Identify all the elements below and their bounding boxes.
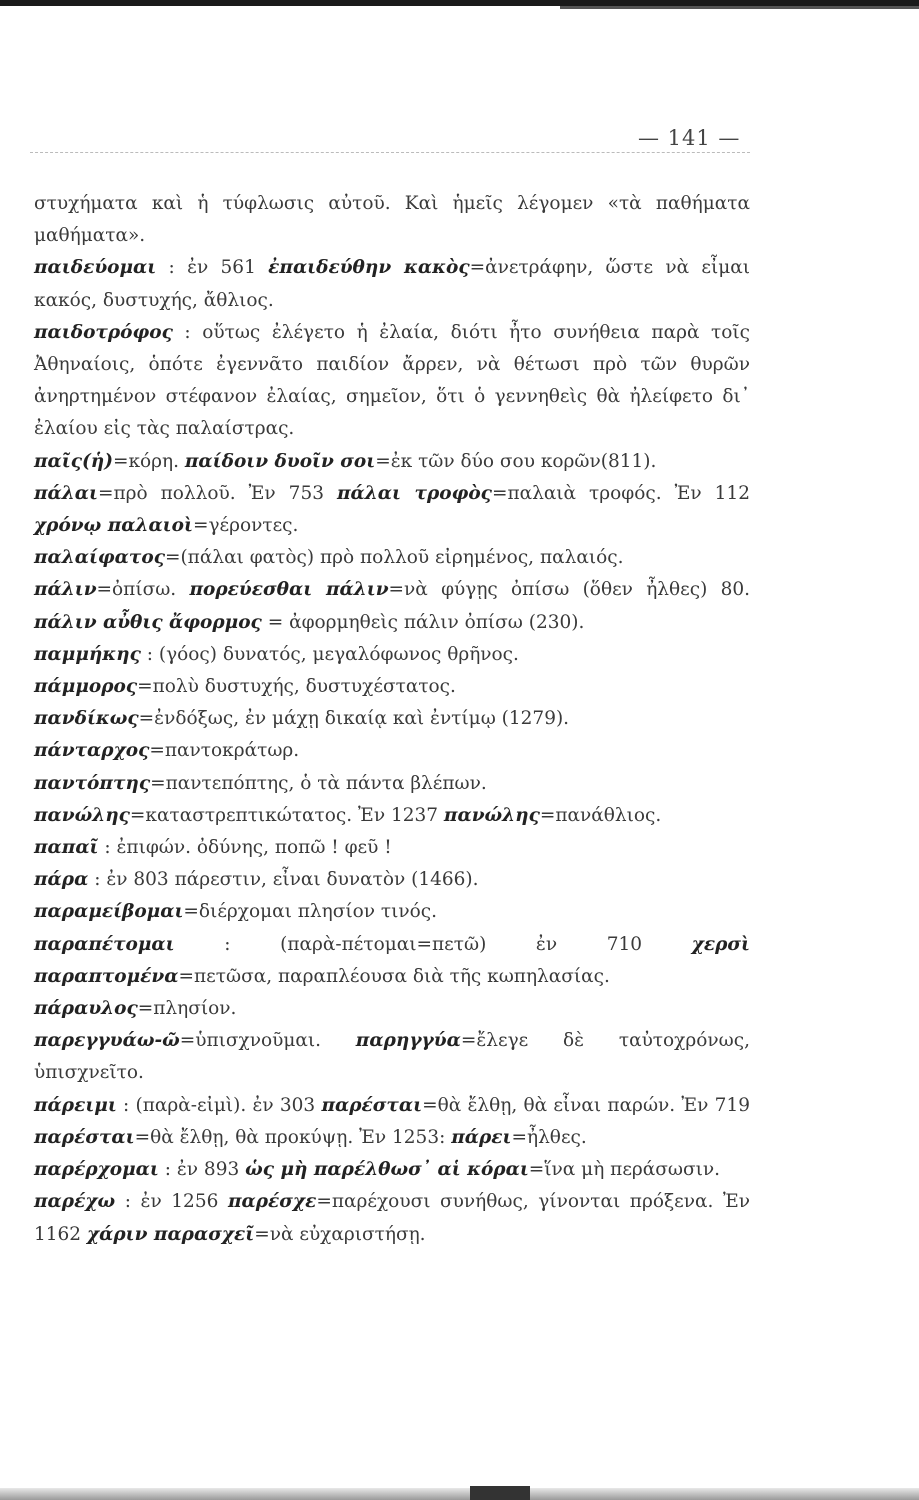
headword: παρέσται (321, 1094, 423, 1116)
glossary-entry (34, 446, 750, 478)
entry-text: =καταστρεπτικώτατος. Ἐν 1237 (129, 804, 444, 826)
headword: χρόνῳ παλαιοὶ (34, 515, 193, 537)
entry-text: =παλαιὰ τροφός. Ἐν 112 (491, 482, 750, 504)
glossary-entry (34, 1186, 750, 1250)
glossary-entry (34, 1154, 750, 1186)
glossary-entry (34, 864, 750, 896)
entry-text: =πολὺ δυστυχής, δυστυχέστατος. (137, 676, 456, 698)
glossary-entry (34, 832, 750, 864)
entry-text: =πλησίον. (137, 998, 237, 1020)
headword: ὡς μὴ παρέλθωσ᾽ αἱ κόραι (245, 1159, 529, 1181)
page-number: — 141 — (638, 126, 741, 150)
headword: παρέρχομαι (34, 1159, 159, 1181)
headword: παντόπτης (34, 772, 151, 794)
entry-text: =νὰ φύγῃς ὀπίσω (ὅθεν ἦλθες) 80. (388, 579, 750, 601)
headword: παλαίφατος (34, 547, 165, 569)
headword: πάρειμι (34, 1094, 117, 1116)
headword: παραμείβομαι (34, 901, 184, 923)
glossary-entry (34, 735, 750, 767)
glossary-entries (34, 188, 750, 1251)
entry-text: =ἐνδόξως, ἐν μάχῃ δικαίᾳ καὶ ἐντίμῳ (1279). (138, 708, 570, 730)
entry-text: =πανάθλιος. (539, 804, 662, 826)
entry-text: =θὰ ἔλθῃ, θὰ εἶναι παρών. Ἐν 719 (422, 1094, 750, 1116)
headword: πάνταρχος (34, 740, 150, 762)
headword: πάρει (451, 1126, 512, 1148)
headword: χερσὶ παραπτομένα (34, 933, 750, 987)
entry-text: =διέρχομαι πλησίον τινός. (183, 901, 438, 923)
headword: πάμμορος (34, 676, 138, 698)
entry-text: =πετῶσα, παραπλέουσα διὰ τῆς κωπηλασίας. (178, 965, 610, 987)
headword: παρηγγύα (355, 1030, 461, 1052)
headword: παιδοτρόφος (34, 321, 173, 343)
headword: παμμήκης (34, 643, 141, 665)
headword: παρέσχε (227, 1191, 317, 1213)
entry-text: =ἦλθες. (511, 1126, 587, 1148)
glossary-entry (34, 671, 750, 703)
entry-text: στυχήματα καὶ ἡ τύφλωσις αὐτοῦ. Καὶ ἡμεῖς λέγομεν «τὰ παθήματα μαθήματα». (34, 193, 750, 247)
headword: παῖς(ἡ) (34, 450, 113, 472)
headword: παπαῖ (34, 837, 99, 859)
glossary-entry (34, 800, 750, 832)
headword: πανώλης (443, 804, 540, 826)
entry-text: =ἵνα μὴ περάσωσιν. (528, 1159, 720, 1181)
headword: παραπέτομαι (34, 933, 175, 955)
glossary-entry (34, 993, 750, 1025)
entry-text: : (παρὰ-πέτομαι=πετῶ) ἐν 710 (174, 933, 692, 955)
scan-bottom-mark (470, 1486, 530, 1500)
headword: χάριν παρασχεῖ (86, 1223, 255, 1245)
glossary-entry (34, 317, 750, 446)
entry-text: : ἐν 893 (158, 1159, 246, 1181)
glossary-entry (34, 478, 750, 542)
headword: παιδεύομαι (34, 257, 157, 279)
entry-text: =παντεπόπτης, ὁ τὰ πάντα βλέπων. (150, 772, 487, 794)
glossary-entry (34, 542, 750, 574)
headword: πάλαι (34, 482, 98, 504)
entry-text: = ἀφορμηθεὶς πάλιν ὀπίσω (230). (261, 611, 585, 633)
headword: πάρα (34, 869, 89, 891)
glossary-entry (34, 252, 750, 316)
headword: πανώλης (34, 804, 130, 826)
headword: ἐπαιδεύθην κακὸς (268, 257, 470, 279)
entry-text: =(πάλαι φατὸς) πρὸ πολλοῦ εἰρημένος, παλαιός. (164, 547, 624, 569)
entry-text: =κόρη. (112, 450, 185, 472)
entry-text: : ἐπιφών. ὀδύνης, ποπῶ ! φεῦ ! (98, 837, 392, 859)
entry-text: =ὀπίσω. (96, 579, 190, 601)
glossary-entry (34, 768, 750, 800)
glossary-entry (34, 639, 750, 671)
headword: παρέχω (34, 1191, 116, 1213)
entry-text: =ὑπισχνοῦμαι. (179, 1030, 356, 1052)
headword: πάραυλος (34, 998, 138, 1020)
glossary-entry (34, 1090, 750, 1154)
headword: πάλαι τροφὸς (337, 482, 492, 504)
headword: πορεύεσθαι πάλιν (189, 579, 389, 601)
headword: πάλιν αὖθις ἄφορμος (34, 611, 262, 633)
headword: πανδίκως (34, 708, 139, 730)
entry-text: : ἐν 561 (156, 257, 269, 279)
entry-text: : (γόος) δυνατός, μεγαλόφωνος θρῆνος. (140, 643, 519, 665)
entry-text: : ἐν 1256 (115, 1191, 228, 1213)
entry-text: =θὰ ἔλθῃ, θὰ προκύψῃ. Ἐν 1253: (134, 1126, 452, 1148)
glossary-entry (34, 896, 750, 928)
entry-text: =ἐκ τῶν δύο σου κορῶν(811). (375, 450, 657, 472)
entry-text: =πρὸ πολλοῦ. Ἐν 753 (97, 482, 337, 504)
scan-bottom-border (0, 1488, 919, 1500)
entry-text: : (παρὰ-εἰμὶ). ἐν 303 (116, 1094, 322, 1116)
header-rule (30, 152, 750, 154)
entry-text: =παντοκράτωρ. (149, 740, 300, 762)
entry-text: : οὕτως ἐλέγετο ἡ ἐλαία, διότι ἦτο συνήθεια παρὰ τοῖς Ἀθηναίοις, ὁπότε ἐγεννᾶτο παιδίον ἄρρεν, νὰ θέτωσι πρὸ τῶν θυρῶν ἀνηρτημένον στέφανον ἐλαίας, σημεῖον, ὅτι ὁ γεννηθεὶς θὰ ἠλείφετο δι᾽ ἐλαίου εἰς τὰς παλαίστρας. (34, 321, 750, 440)
entry-text: =νὰ εὐχαριστήσῃ. (254, 1223, 426, 1245)
entry-text: =ἔλεγε δὲ ταὐτοχρόνως, ὑπισχνεῖτο. (34, 1030, 750, 1084)
entry-text: =γέροντες. (192, 515, 299, 537)
glossary-entry (34, 929, 750, 993)
scan-top-border-shadow (560, 6, 919, 9)
headword: παρεγγυάω-ῶ (34, 1030, 180, 1052)
glossary-entry (34, 1025, 750, 1089)
glossary-entry (34, 703, 750, 735)
entry-text: =παρέχουσι συνήθως, γίνονται πρόξενα. Ἐν 1162 (34, 1191, 750, 1245)
entry-text: : ἐν 803 πάρεστιν, εἶναι δυνατὸν (1466). (88, 869, 479, 891)
headword: πάλιν (34, 579, 97, 601)
headword: παίδοιν δυοῖν σοι (184, 450, 376, 472)
glossary-entry (34, 188, 750, 252)
glossary-entry (34, 574, 750, 638)
headword: παρέσται (34, 1126, 135, 1148)
entry-text: =ἀνετράφην, ὥστε νὰ εἶμαι κακός, δυστυχής, ἄθλιος. (34, 257, 750, 311)
